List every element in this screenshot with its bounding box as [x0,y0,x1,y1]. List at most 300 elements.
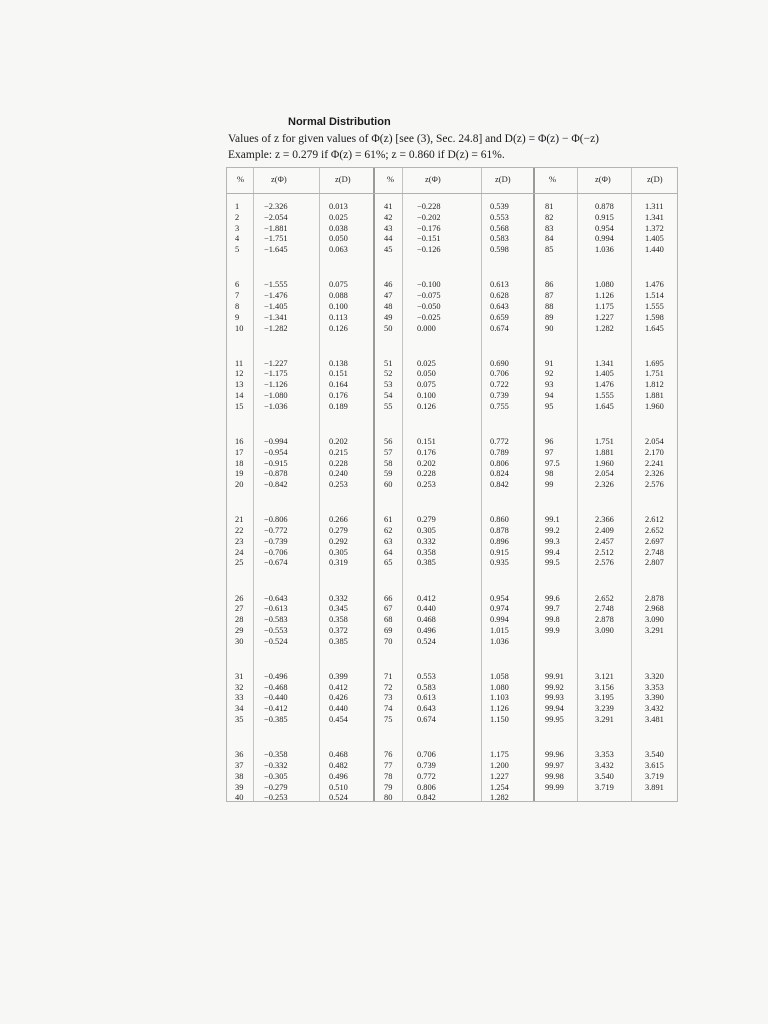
percent-cell: 37 [235,760,244,770]
z-phi-cell: 0.228 [417,469,436,479]
z-d-cell: 0.228 [329,458,348,468]
percent-cell: 57 [384,447,393,457]
percent-cell: 79 [384,782,393,792]
z-d-cell: 0.974 [490,604,509,614]
z-d-cell: 0.319 [329,558,348,568]
z-d-cell: 0.690 [490,358,509,368]
percent-cell: 62 [384,526,393,535]
z-d-cell: 1.341 [645,212,664,222]
percent-cell: 2 [235,212,240,222]
z-d-cell: 0.524 [329,793,348,803]
z-phi-cell: −1.227 [264,358,288,368]
percent-cell: 99.99 [545,782,564,792]
z-d-cell: 1.254 [490,782,509,792]
z-phi-cell: −0.228 [417,202,441,211]
percent-cell: 43 [384,223,393,233]
z-phi-cell: −0.279 [264,782,288,792]
percent-cell: 99.7 [545,604,560,614]
z-phi-cell: 1.960 [595,458,614,468]
z-phi-cell: 0.553 [417,671,436,681]
z-phi-cell: 1.080 [595,280,614,290]
percent-cell: 19 [235,469,244,479]
z-d-cell: 0.824 [490,469,509,479]
percent-cell: 99.94 [545,704,564,714]
percent-cell: 76 [384,750,393,760]
percent-cell: 5 [235,245,240,255]
z-phi-cell: 0.253 [417,480,436,490]
z-phi-cell: −0.468 [264,682,288,692]
z-d-cell: 0.915 [490,547,509,557]
percent-cell: 99.91 [545,671,564,681]
z-d-cell: 0.598 [490,245,509,255]
z-d-cell: 1.440 [645,245,664,255]
percent-cell: 67 [384,604,393,614]
z-d-cell: 1.150 [490,715,509,724]
percent-cell: 78 [384,771,393,781]
percent-cell: 23 [235,536,244,546]
z-d-cell: 0.583 [490,234,509,244]
percent-cell: 69 [384,625,393,635]
z-phi-cell: 0.674 [417,715,436,724]
column-header: z(D) [647,174,663,184]
z-d-cell: 0.164 [329,380,348,390]
percent-cell: 31 [235,671,244,681]
z-d-cell: 0.806 [490,458,509,468]
percent-cell: 99.2 [545,526,560,535]
z-d-cell: 3.540 [645,750,664,760]
z-phi-cell: 0.954 [595,223,614,233]
z-d-cell: 2.807 [645,558,664,568]
z-d-cell: 1.282 [490,793,509,803]
percent-cell: 42 [384,212,393,222]
z-d-cell: 3.719 [645,771,664,781]
z-d-cell: 0.050 [329,234,348,244]
percent-cell: 71 [384,671,393,681]
percent-cell: 34 [235,704,244,714]
z-phi-cell: 1.227 [595,312,614,322]
percent-cell: 29 [235,625,244,635]
z-phi-cell: 2.326 [595,480,614,490]
z-d-cell: 2.054 [645,436,664,446]
z-d-cell: 0.628 [490,291,509,301]
z-phi-cell: 3.121 [595,671,614,681]
z-d-cell: 0.896 [490,536,509,546]
z-d-cell: 0.138 [329,358,348,368]
z-d-cell: 0.643 [490,301,509,311]
z-phi-cell: 0.412 [417,593,436,603]
z-d-cell: 3.353 [645,682,664,692]
z-phi-cell: 1.405 [595,369,614,379]
z-d-cell: 0.332 [329,593,348,603]
z-d-cell: 0.706 [490,369,509,379]
percent-cell: 73 [384,693,393,703]
percent-cell: 83 [545,223,554,233]
percent-cell: 59 [384,469,393,479]
z-phi-cell: 2.576 [595,558,614,568]
z-d-cell: 0.013 [329,202,348,211]
percent-cell: 85 [545,245,554,255]
percent-cell: 13 [235,380,244,390]
z-d-cell: 0.755 [490,401,509,411]
z-d-cell: 1.555 [645,301,664,311]
example-line: Example: z = 0.279 if Φ(z) = 61%; z = 0.860 if D(z) = 61%. [228,149,505,161]
z-d-cell: 0.935 [490,558,509,568]
z-phi-cell: −0.025 [417,312,441,322]
percent-cell: 66 [384,593,393,603]
z-phi-cell: −0.305 [264,771,288,781]
z-phi-cell: 3.540 [595,771,614,781]
percent-cell: 99.95 [545,715,564,724]
percent-cell: 97.5 [545,458,560,468]
z-phi-cell: 1.476 [595,380,614,390]
z-d-cell: 0.202 [329,436,348,446]
z-phi-cell: 2.409 [595,526,614,535]
column-header: z(Φ) [595,174,611,184]
percent-cell: 93 [545,380,554,390]
z-phi-cell: 3.719 [595,782,614,792]
percent-cell: 24 [235,547,244,557]
z-d-cell: 0.659 [490,312,509,322]
z-phi-cell: −0.385 [264,715,288,724]
z-d-cell: 1.514 [645,291,664,301]
percent-cell: 20 [235,480,244,490]
z-d-cell: 1.175 [490,750,509,760]
z-phi-cell: 0.524 [417,636,436,646]
z-phi-cell: −1.282 [264,323,288,333]
percent-cell: 88 [545,301,554,311]
z-d-cell: 0.440 [329,704,348,714]
z-d-cell: 0.510 [329,782,348,792]
percent-cell: 84 [545,234,554,244]
percent-cell: 72 [384,682,393,692]
z-phi-cell: 0.496 [417,625,436,635]
percent-cell: 18 [235,458,244,468]
z-phi-cell: −1.555 [264,280,288,290]
percent-cell: 9 [235,312,240,322]
z-d-cell: 0.038 [329,223,348,233]
percent-cell: 30 [235,636,244,646]
percent-cell: 38 [235,771,244,781]
z-phi-cell: 0.613 [417,693,436,703]
z-d-cell: 3.891 [645,782,664,792]
z-phi-cell: 0.842 [417,793,436,803]
z-d-cell: 0.954 [490,593,509,603]
z-d-cell: 0.266 [329,515,348,525]
z-d-cell: 2.576 [645,480,664,490]
z-d-cell: 1.405 [645,234,664,244]
percent-cell: 87 [545,291,554,301]
z-d-cell: 0.189 [329,401,348,411]
z-phi-cell: 3.090 [595,625,614,635]
z-d-cell: 0.215 [329,447,348,457]
z-phi-cell: −0.842 [264,480,288,490]
z-d-cell: 0.345 [329,604,348,614]
percent-cell: 49 [384,312,393,322]
percent-cell: 45 [384,245,393,255]
percent-cell: 63 [384,536,393,546]
percent-cell: 99.97 [545,760,564,770]
z-d-cell: 1.476 [645,280,664,290]
z-d-cell: 0.100 [329,301,348,311]
percent-cell: 60 [384,480,393,490]
z-phi-cell: 3.432 [595,760,614,770]
percent-cell: 92 [545,369,554,379]
z-phi-cell: −0.994 [264,436,288,446]
percent-cell: 21 [235,515,244,525]
percent-cell: 95 [545,401,554,411]
percent-cell: 44 [384,234,393,244]
z-phi-cell: 2.512 [595,547,614,557]
percent-cell: 8 [235,301,240,311]
z-phi-cell: −1.036 [264,401,288,411]
z-d-cell: 1.036 [490,636,509,646]
percent-cell: 33 [235,693,244,703]
percent-cell: 4 [235,234,240,244]
percent-cell: 77 [384,760,393,770]
percent-cell: 48 [384,301,393,311]
z-d-cell: 1.812 [645,380,664,390]
z-phi-cell: 0.025 [417,358,436,368]
percent-cell: 99.1 [545,515,560,525]
percent-cell: 99.3 [545,536,560,546]
percent-cell: 68 [384,615,393,625]
z-phi-cell: 0.706 [417,750,436,760]
percent-cell: 99 [545,480,554,490]
z-phi-cell: −1.080 [264,391,288,400]
z-d-cell: 0.553 [490,212,509,222]
z-d-cell: 3.090 [645,615,664,625]
z-phi-cell: 0.583 [417,682,436,692]
z-d-cell: 1.695 [645,358,664,368]
z-d-cell: 1.751 [645,369,664,379]
percent-cell: 39 [235,782,244,792]
z-d-cell: 0.292 [329,536,348,546]
column-divider [533,168,535,801]
percent-cell: 32 [235,682,244,692]
percent-cell: 86 [545,280,554,290]
percent-cell: 46 [384,280,393,290]
percent-cell: 75 [384,715,393,724]
percent-cell: 99.9 [545,625,560,635]
z-d-cell: 3.432 [645,704,664,714]
z-d-cell: 0.151 [329,369,348,379]
z-d-cell: 0.613 [490,280,509,290]
percent-cell: 35 [235,715,244,724]
percent-cell: 81 [545,202,554,211]
z-d-cell: 1.058 [490,671,509,681]
z-d-cell: 0.305 [329,547,348,557]
z-phi-cell: −0.358 [264,750,288,760]
z-d-cell: 2.968 [645,604,664,614]
z-d-cell: 0.739 [490,391,509,400]
z-phi-cell: −1.405 [264,301,288,311]
percent-cell: 56 [384,436,393,446]
percent-cell: 41 [384,202,393,211]
z-d-cell: 0.482 [329,760,348,770]
percent-cell: 1 [235,202,240,211]
z-phi-cell: −1.476 [264,291,288,301]
z-d-cell: 0.279 [329,526,348,535]
percent-cell: 50 [384,323,393,333]
percent-cell: 99.93 [545,693,564,703]
z-d-cell: 0.113 [329,312,348,322]
percent-cell: 61 [384,515,393,525]
column-divider [373,168,375,801]
z-d-cell: 0.063 [329,245,348,255]
column-header: % [387,174,395,184]
z-phi-cell: −0.674 [264,558,288,568]
z-phi-cell: 0.305 [417,526,436,535]
z-phi-cell: 2.878 [595,615,614,625]
z-d-cell: 1.960 [645,401,664,411]
percent-cell: 47 [384,291,393,301]
z-d-cell: 0.674 [490,323,509,333]
z-d-cell: 2.878 [645,593,664,603]
z-phi-cell: 0.468 [417,615,436,625]
percent-cell: 99.4 [545,547,560,557]
z-d-cell: 1.103 [490,693,509,703]
z-d-cell: 0.412 [329,682,348,692]
z-phi-cell: 0.075 [417,380,436,390]
column-header: z(D) [495,174,511,184]
column-header: z(Φ) [271,174,287,184]
z-phi-cell: −0.613 [264,604,288,614]
z-phi-cell: −0.954 [264,447,288,457]
percent-cell: 11 [235,358,244,368]
percent-cell: 14 [235,391,244,400]
z-d-cell: 2.170 [645,447,664,457]
z-phi-cell: 3.353 [595,750,614,760]
z-d-cell: 0.372 [329,625,348,635]
z-d-cell: 1.227 [490,771,509,781]
z-phi-cell: −1.645 [264,245,288,255]
z-phi-cell: 0.878 [595,202,614,211]
percent-cell: 82 [545,212,554,222]
z-d-cell: 3.320 [645,671,664,681]
header-rule [227,193,677,194]
z-phi-cell: 2.366 [595,515,614,525]
z-d-cell: 2.652 [645,526,664,535]
z-phi-cell: 1.036 [595,245,614,255]
percent-cell: 51 [384,358,393,368]
column-header: z(Φ) [425,174,441,184]
z-phi-cell: −0.412 [264,704,288,714]
percent-cell: 99.98 [545,771,564,781]
percent-cell: 12 [235,369,244,379]
z-phi-cell: 0.994 [595,234,614,244]
z-d-cell: 0.454 [329,715,348,724]
percent-cell: 52 [384,369,393,379]
z-phi-cell: −0.202 [417,212,441,222]
z-phi-cell: 3.291 [595,715,614,724]
percent-cell: 80 [384,793,393,803]
z-d-cell: 1.080 [490,682,509,692]
z-phi-cell: −0.772 [264,526,288,535]
z-phi-cell: −0.496 [264,671,288,681]
z-phi-cell: 3.239 [595,704,614,714]
z-d-cell: 1.645 [645,323,664,333]
column-header: % [237,174,245,184]
z-d-cell: 0.994 [490,615,509,625]
z-phi-cell: −0.126 [417,245,441,255]
z-phi-cell: −2.054 [264,212,288,222]
z-phi-cell: 0.806 [417,782,436,792]
z-phi-cell: −0.878 [264,469,288,479]
z-d-cell: 0.126 [329,323,348,333]
z-d-cell: 0.426 [329,693,348,703]
z-phi-cell: −0.706 [264,547,288,557]
z-phi-cell: 0.000 [417,323,436,333]
z-phi-cell: 0.739 [417,760,436,770]
normal-distribution-table [226,167,678,802]
z-phi-cell: 0.126 [417,401,436,411]
z-phi-cell: 1.881 [595,447,614,457]
percent-cell: 27 [235,604,244,614]
percent-cell: 55 [384,401,393,411]
percent-cell: 54 [384,391,393,400]
z-phi-cell: 2.652 [595,593,614,603]
percent-cell: 26 [235,593,244,603]
z-phi-cell: 0.772 [417,771,436,781]
z-phi-cell: 0.643 [417,704,436,714]
percent-cell: 65 [384,558,393,568]
z-phi-cell: −0.583 [264,615,288,625]
z-phi-cell: 2.054 [595,469,614,479]
z-d-cell: 0.860 [490,515,509,525]
percent-cell: 40 [235,793,244,803]
z-d-cell: 1.372 [645,223,664,233]
z-d-cell: 0.842 [490,480,509,490]
z-d-cell: 2.748 [645,547,664,557]
z-d-cell: 0.722 [490,380,509,390]
z-phi-cell: −0.806 [264,515,288,525]
z-d-cell: 0.385 [329,636,348,646]
percent-cell: 17 [235,447,244,457]
column-divider [253,168,254,801]
column-divider [402,168,403,801]
percent-cell: 28 [235,615,244,625]
page-title: Normal Distribution [288,116,391,128]
z-phi-cell: −0.643 [264,593,288,603]
z-phi-cell: −2.326 [264,202,288,211]
percent-cell: 64 [384,547,393,557]
z-d-cell: 0.878 [490,526,509,535]
z-phi-cell: −0.553 [264,625,288,635]
percent-cell: 25 [235,558,244,568]
z-d-cell: 0.240 [329,469,348,479]
z-phi-cell: −0.253 [264,793,288,803]
percent-cell: 16 [235,436,244,446]
column-header: z(D) [335,174,351,184]
z-d-cell: 0.789 [490,447,509,457]
z-phi-cell: 1.341 [595,358,614,368]
z-phi-cell: 1.751 [595,436,614,446]
z-phi-cell: −1.881 [264,223,288,233]
z-d-cell: 0.399 [329,671,348,681]
z-phi-cell: 0.385 [417,558,436,568]
column-header: % [549,174,557,184]
z-d-cell: 2.241 [645,458,664,468]
percent-cell: 70 [384,636,393,646]
percent-cell: 90 [545,323,554,333]
z-d-cell: 1.200 [490,760,509,770]
description-line: Values of z for given values of Φ(z) [see (3), Sec. 24.8] and D(z) = Φ(z) − Φ(−z) [228,133,600,145]
z-d-cell: 3.390 [645,693,664,703]
z-phi-cell: 0.279 [417,515,436,525]
column-divider [577,168,578,801]
z-d-cell: 1.598 [645,312,664,322]
percent-cell: 7 [235,291,240,301]
